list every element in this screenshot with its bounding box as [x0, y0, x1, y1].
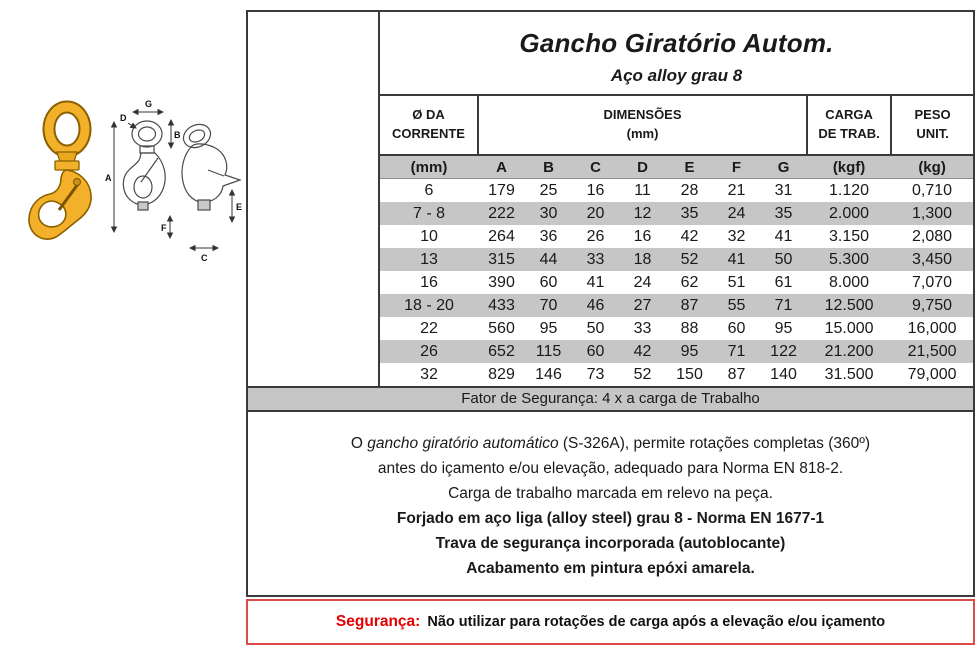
table-cell: 50 [586, 319, 605, 337]
hook-swivel-nut [55, 161, 79, 170]
table-units-row [380, 155, 973, 179]
table-cell: 179 [488, 181, 515, 199]
table-cell: 9,750 [891, 294, 973, 317]
table-cell: 24 [713, 202, 760, 225]
title-block [380, 12, 973, 96]
table-cell: 87 [666, 294, 713, 317]
description-block [248, 412, 973, 577]
description-line1-product-name: gancho giratório automático [367, 435, 559, 452]
description-line-1 [248, 436, 973, 452]
table-cell: 3,450 [891, 248, 973, 271]
table-cell: 28 [680, 181, 699, 199]
table-row [380, 340, 973, 363]
table-cell: 33 [633, 319, 652, 337]
table-cell: 11 [634, 181, 651, 199]
col-header-chain-line2: CORRENTE [392, 126, 465, 141]
safety-warning-box [246, 599, 975, 645]
table-row [380, 317, 973, 340]
table-cell: 433 [478, 294, 525, 317]
table-cell: 36 [539, 227, 558, 245]
table-row [380, 202, 973, 225]
side-latch-line [208, 170, 224, 176]
front-body-outline [123, 153, 165, 205]
description-line1-prefix: O [350, 435, 368, 452]
dim-label-d: D [120, 113, 127, 123]
hook-latch-pivot [74, 179, 81, 186]
units-cell: C [572, 155, 619, 179]
table-cell: 10 [420, 227, 438, 245]
table-cell: 51 [727, 273, 746, 291]
description-line-4: Forjado em aço liga (alloy steel) grau 8 - Norma EN 1677-1 [396, 510, 825, 527]
table-cell: 60 [539, 273, 558, 291]
table-cell: 46 [572, 294, 619, 317]
dim-label-b: B [174, 130, 181, 140]
description-line-2: antes do içamento e/ou elevação, adequado para Norma EN 818-2. [377, 460, 844, 477]
table-cell: 25 [539, 181, 558, 199]
table-cell: 652 [478, 340, 525, 363]
units-cell: A [478, 155, 525, 179]
front-contact-zone [138, 202, 148, 210]
table-cell: 115 [525, 340, 572, 363]
table-cell: 95 [774, 319, 793, 337]
table-group-header-row [380, 96, 973, 155]
table-cell: 829 [488, 365, 515, 383]
table-cell: 55 [713, 294, 760, 317]
col-header-load-line1: CARGA [825, 107, 873, 123]
table-cell: 33 [572, 248, 619, 271]
table-cell: 35 [666, 202, 713, 225]
table-cell: 42 [680, 227, 699, 245]
table-cell: 88 [680, 319, 699, 337]
table-cell: 95 [539, 319, 558, 337]
spec-upper-section [248, 12, 973, 386]
table-cell: 24 [633, 273, 652, 291]
table-cell: 20 [572, 202, 619, 225]
units-cell: (kg) [891, 155, 973, 179]
table-cell: 390 [488, 273, 515, 291]
description-line-6: Acabamento em pintura epóxi amarela. [466, 560, 755, 577]
col-header-dimensions-line1: DIMENSÕES [603, 107, 682, 123]
table-cell: 44 [525, 248, 572, 271]
table-cell: 146 [535, 365, 562, 383]
table-cell: 18 [619, 248, 666, 271]
table-cell: 42 [619, 340, 666, 363]
table-cell: 60 [727, 319, 746, 337]
table-cell: 52 [666, 248, 713, 271]
side-body-outline [182, 144, 240, 202]
units-cell: E [666, 155, 713, 179]
front-latch-line [141, 158, 158, 182]
table-cell: 21,500 [891, 340, 973, 363]
front-eye-inner [139, 127, 156, 141]
col-header-weight-line1: PESO [914, 107, 951, 123]
safety-factor-row: Fator de Segurança: 4 x a carga de Trabalho [248, 386, 973, 412]
warning-label: Segurança: [335, 613, 421, 630]
table-cell: 32 [420, 365, 438, 383]
spec-table [380, 96, 973, 386]
hook-body [29, 170, 91, 239]
table-cell: 26 [380, 340, 478, 363]
product-figure [12, 92, 242, 267]
col-header-working-load [807, 96, 891, 155]
table-cell: 315 [478, 248, 525, 271]
description-line1-suffix: (S-326A), permite rotações completas (360º) [558, 435, 871, 452]
units-cell: D [619, 155, 666, 179]
dim-label-g: G [145, 99, 153, 109]
table-cell: 0,710 [912, 181, 953, 199]
table-cell: 150 [676, 365, 703, 383]
spec-main-box [246, 10, 975, 597]
description-line-5: Trava de segurança incorporada (autoblocante) [435, 535, 786, 552]
table-cell: 26 [586, 227, 605, 245]
table-cell: 7,070 [912, 273, 953, 291]
table-cell: 32 [727, 227, 746, 245]
table-cell: 35 [760, 202, 807, 225]
table-row [380, 179, 973, 203]
dim-label-a: A [105, 173, 112, 183]
spec-table-body [380, 179, 973, 387]
table-cell: 2.000 [807, 202, 891, 225]
table-cell: 21 [727, 181, 746, 199]
table-row [380, 271, 973, 294]
table-cell: 52 [633, 365, 652, 383]
table-cell: 31.500 [824, 365, 874, 383]
dim-label-e: E [236, 202, 242, 212]
side-contact-zone [198, 200, 210, 210]
table-cell: 30 [525, 202, 572, 225]
table-cell: 140 [770, 365, 797, 383]
table-cell: 12.500 [807, 294, 891, 317]
side-eye-outer [180, 120, 215, 152]
table-cell: 16,000 [907, 319, 957, 337]
table-cell: 3.150 [829, 227, 870, 245]
table-row [380, 363, 973, 386]
col-header-chain-diameter [380, 96, 478, 155]
left-spacer-column [248, 12, 380, 386]
units-cell: (kgf) [807, 155, 891, 179]
table-cell: 16 [633, 227, 652, 245]
col-header-chain-line1: Ø DA [412, 107, 445, 123]
hook-photo-illustration [29, 107, 91, 239]
page-title: Gancho Giratório Autom. [519, 28, 834, 58]
table-row [380, 294, 973, 317]
spec-content-column [380, 12, 973, 386]
table-cell: 2,080 [912, 227, 953, 245]
side-dimension-lines [170, 190, 232, 248]
table-cell: 62 [680, 273, 699, 291]
col-header-unit-weight [891, 96, 973, 155]
table-cell: 16 [586, 181, 605, 199]
table-cell: 1.120 [829, 181, 870, 199]
units-cell: B [525, 155, 572, 179]
table-cell: 71 [713, 340, 760, 363]
table-cell: 12 [619, 202, 666, 225]
units-cell: (mm) [380, 155, 478, 179]
table-cell: 73 [586, 365, 605, 383]
units-cell: F [713, 155, 760, 179]
col-header-dimensions-line2: (mm) [626, 126, 659, 141]
table-cell: 71 [760, 294, 807, 317]
table-cell: 6 [424, 181, 434, 199]
table-cell: 222 [478, 202, 525, 225]
side-eye-inner [187, 128, 206, 145]
table-cell: 95 [666, 340, 713, 363]
table-cell: 41 [713, 248, 760, 271]
table-row [380, 225, 973, 248]
table-cell: 18 - 20 [380, 294, 478, 317]
table-cell: 8.000 [829, 273, 870, 291]
dim-label-f: F [161, 223, 167, 233]
table-cell: 560 [488, 319, 515, 337]
table-cell: 70 [525, 294, 572, 317]
table-cell: 264 [488, 227, 515, 245]
dim-label-c: C [201, 253, 208, 263]
table-cell: 5.300 [807, 248, 891, 271]
table-cell: 1,300 [891, 202, 973, 225]
table-cell: 61 [774, 273, 793, 291]
table-cell: 22 [420, 319, 438, 337]
units-cell: G [760, 155, 807, 179]
col-header-load-line2: DE TRAB. [818, 126, 880, 141]
table-cell: 41 [774, 227, 793, 245]
table-row [380, 248, 973, 271]
hook-side-drawing [161, 120, 242, 263]
table-cell: 31 [774, 181, 793, 199]
table-cell: 87 [727, 365, 746, 383]
col-header-dimensions [478, 96, 807, 155]
table-cell: 50 [760, 248, 807, 271]
warning-text: Não utilizar para rotações de carga após a elevação e/ou içamento [427, 614, 886, 630]
table-cell: 13 [380, 248, 478, 271]
table-cell: 41 [586, 273, 605, 291]
table-cell: 21.200 [807, 340, 891, 363]
table-cell: 27 [619, 294, 666, 317]
page-subtitle: Aço alloy grau 8 [610, 66, 743, 85]
hook-front-drawing [105, 99, 181, 232]
front-eye-outer [132, 121, 162, 147]
table-cell: 15.000 [824, 319, 874, 337]
table-cell: 7 - 8 [380, 202, 478, 225]
description-line-3: Carga de trabalho marcada em relevo na peça. [448, 485, 773, 502]
front-dimension-lines [114, 112, 171, 232]
col-header-weight-line2: UNIT. [916, 126, 949, 141]
table-cell: 79,000 [907, 365, 957, 383]
table-cell: 16 [420, 273, 438, 291]
table-cell: 60 [572, 340, 619, 363]
table-cell: 122 [760, 340, 807, 363]
